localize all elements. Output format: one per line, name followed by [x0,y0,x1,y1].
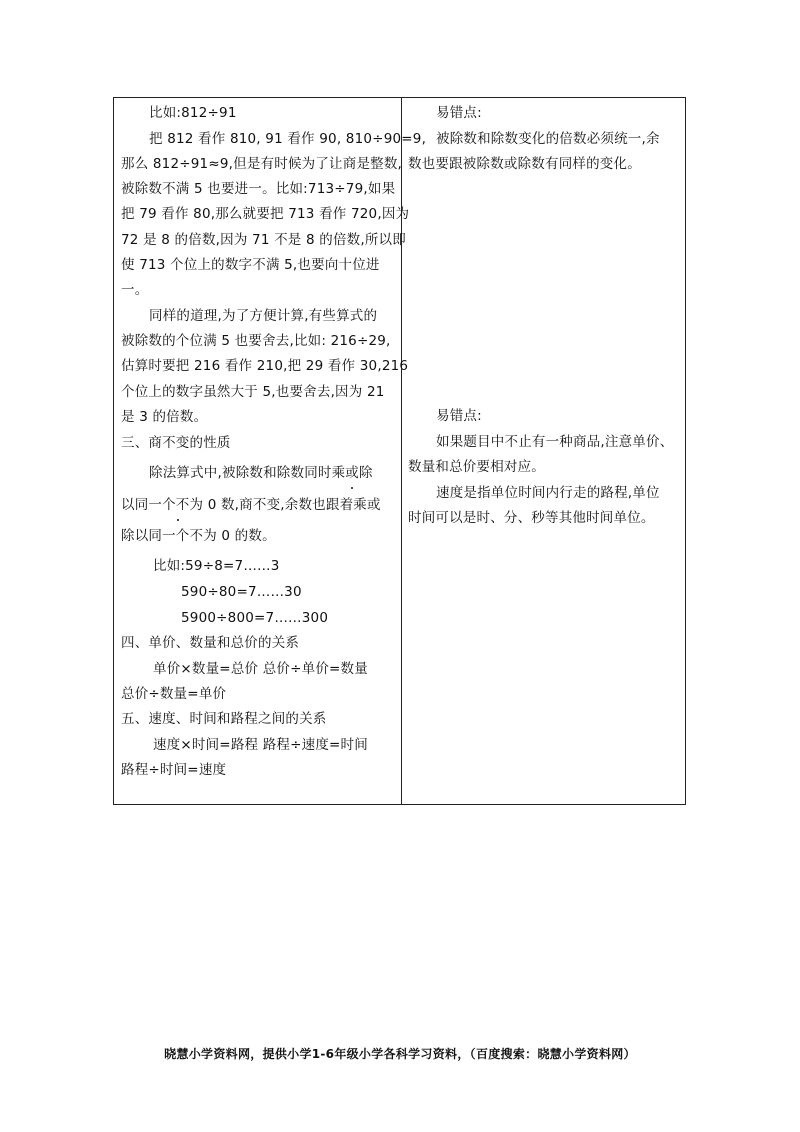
text-line: 个位上的数字虽然大于 5,也要舍去,因为 21 [121,384,385,400]
text-line: 72 是 8 的倍数,因为 71 不是 8 的倍数,所以即 [121,232,406,248]
emphasis-dotted-text: 乘或除 [331,465,373,481]
text-line: 数也要跟被除数或除数有同样的变化。 [408,156,641,172]
section-heading: 五、速度、时间和路程之间的关系 [121,711,327,727]
example-line: 590÷80=7……30 [181,584,302,600]
text-line: 被除数的个位满 5 也要舍去,比如: 216÷29, [121,333,391,349]
formula-line: 路程÷时间=速度 [121,762,227,778]
text-line: 估算时要把 216 看作 210,把 29 看作 30,216 [121,358,409,374]
text-line: 是 3 的倍数。 [121,409,208,425]
formula-line: 速度×时间=路程 路程÷速度=时间 [153,737,368,753]
text-line: 除以同一个不为 0 的数。 [121,528,276,544]
text-line [149,464,373,482]
text-span: 除法算式中,被除数和除数同时 [149,465,332,481]
formula-line: 总价÷数量=单价 [121,686,227,702]
section-heading: 四、单价、数量和总价的关系 [121,635,300,651]
text-line: 如果题目中不止有一种商品,注意单价、 [436,434,674,450]
text-line: 使 713 个位上的数字不满 5,也要向十位进 [121,257,380,273]
tip-heading: 易错点: [436,408,482,424]
text-span: , [234,497,240,513]
text-line: 数量和总价要相对应。 [408,459,545,475]
text-line: 把 79 看作 80,那么就要把 713 看作 720,因为 [121,206,410,222]
example-line: 比如:59÷8=7……3 [153,558,280,574]
emphasis-dotted-text: 以同一个不为 0 数 [121,497,235,513]
column-divider [401,98,402,804]
text-line: 被除数和除数变化的倍数必须统一,余 [436,131,660,147]
formula-line: 单价×数量=总价 总价÷单价=数量 [153,661,368,677]
text-line: 速度是指单位时间内行走的路程,单位 [436,485,660,501]
text-line: 把 812 看作 810, 91 看作 90, 810÷90=9, [149,131,427,147]
text-line: 那么 812÷91≈9,但是有时候为了让商是整数, [121,156,403,172]
text-line: 比如:812÷91 [149,105,237,121]
section-heading: 三、商不变的性质 [121,435,231,451]
text-line [121,496,381,514]
notes-table [113,97,686,805]
page-footer: 晓慧小学资料网，提供小学1-6年级小学各科学习资料，（百度搜索：晓慧小学资料网） [164,1047,636,1061]
text-line: 被除数不满 5 也要进一。比如:713÷79,如果 [121,181,396,197]
tip-heading: 易错点: [436,105,482,121]
text-span: 商不变,余数也跟着乘或 [239,497,381,513]
text-line: 一。 [121,282,149,298]
text-line: 时间可以是时、分、秒等其他时间单位。 [408,510,655,526]
text-line: 同样的道理,为了方便计算,有些算式的 [149,308,378,324]
example-line: 5900÷800=7……300 [181,610,329,626]
